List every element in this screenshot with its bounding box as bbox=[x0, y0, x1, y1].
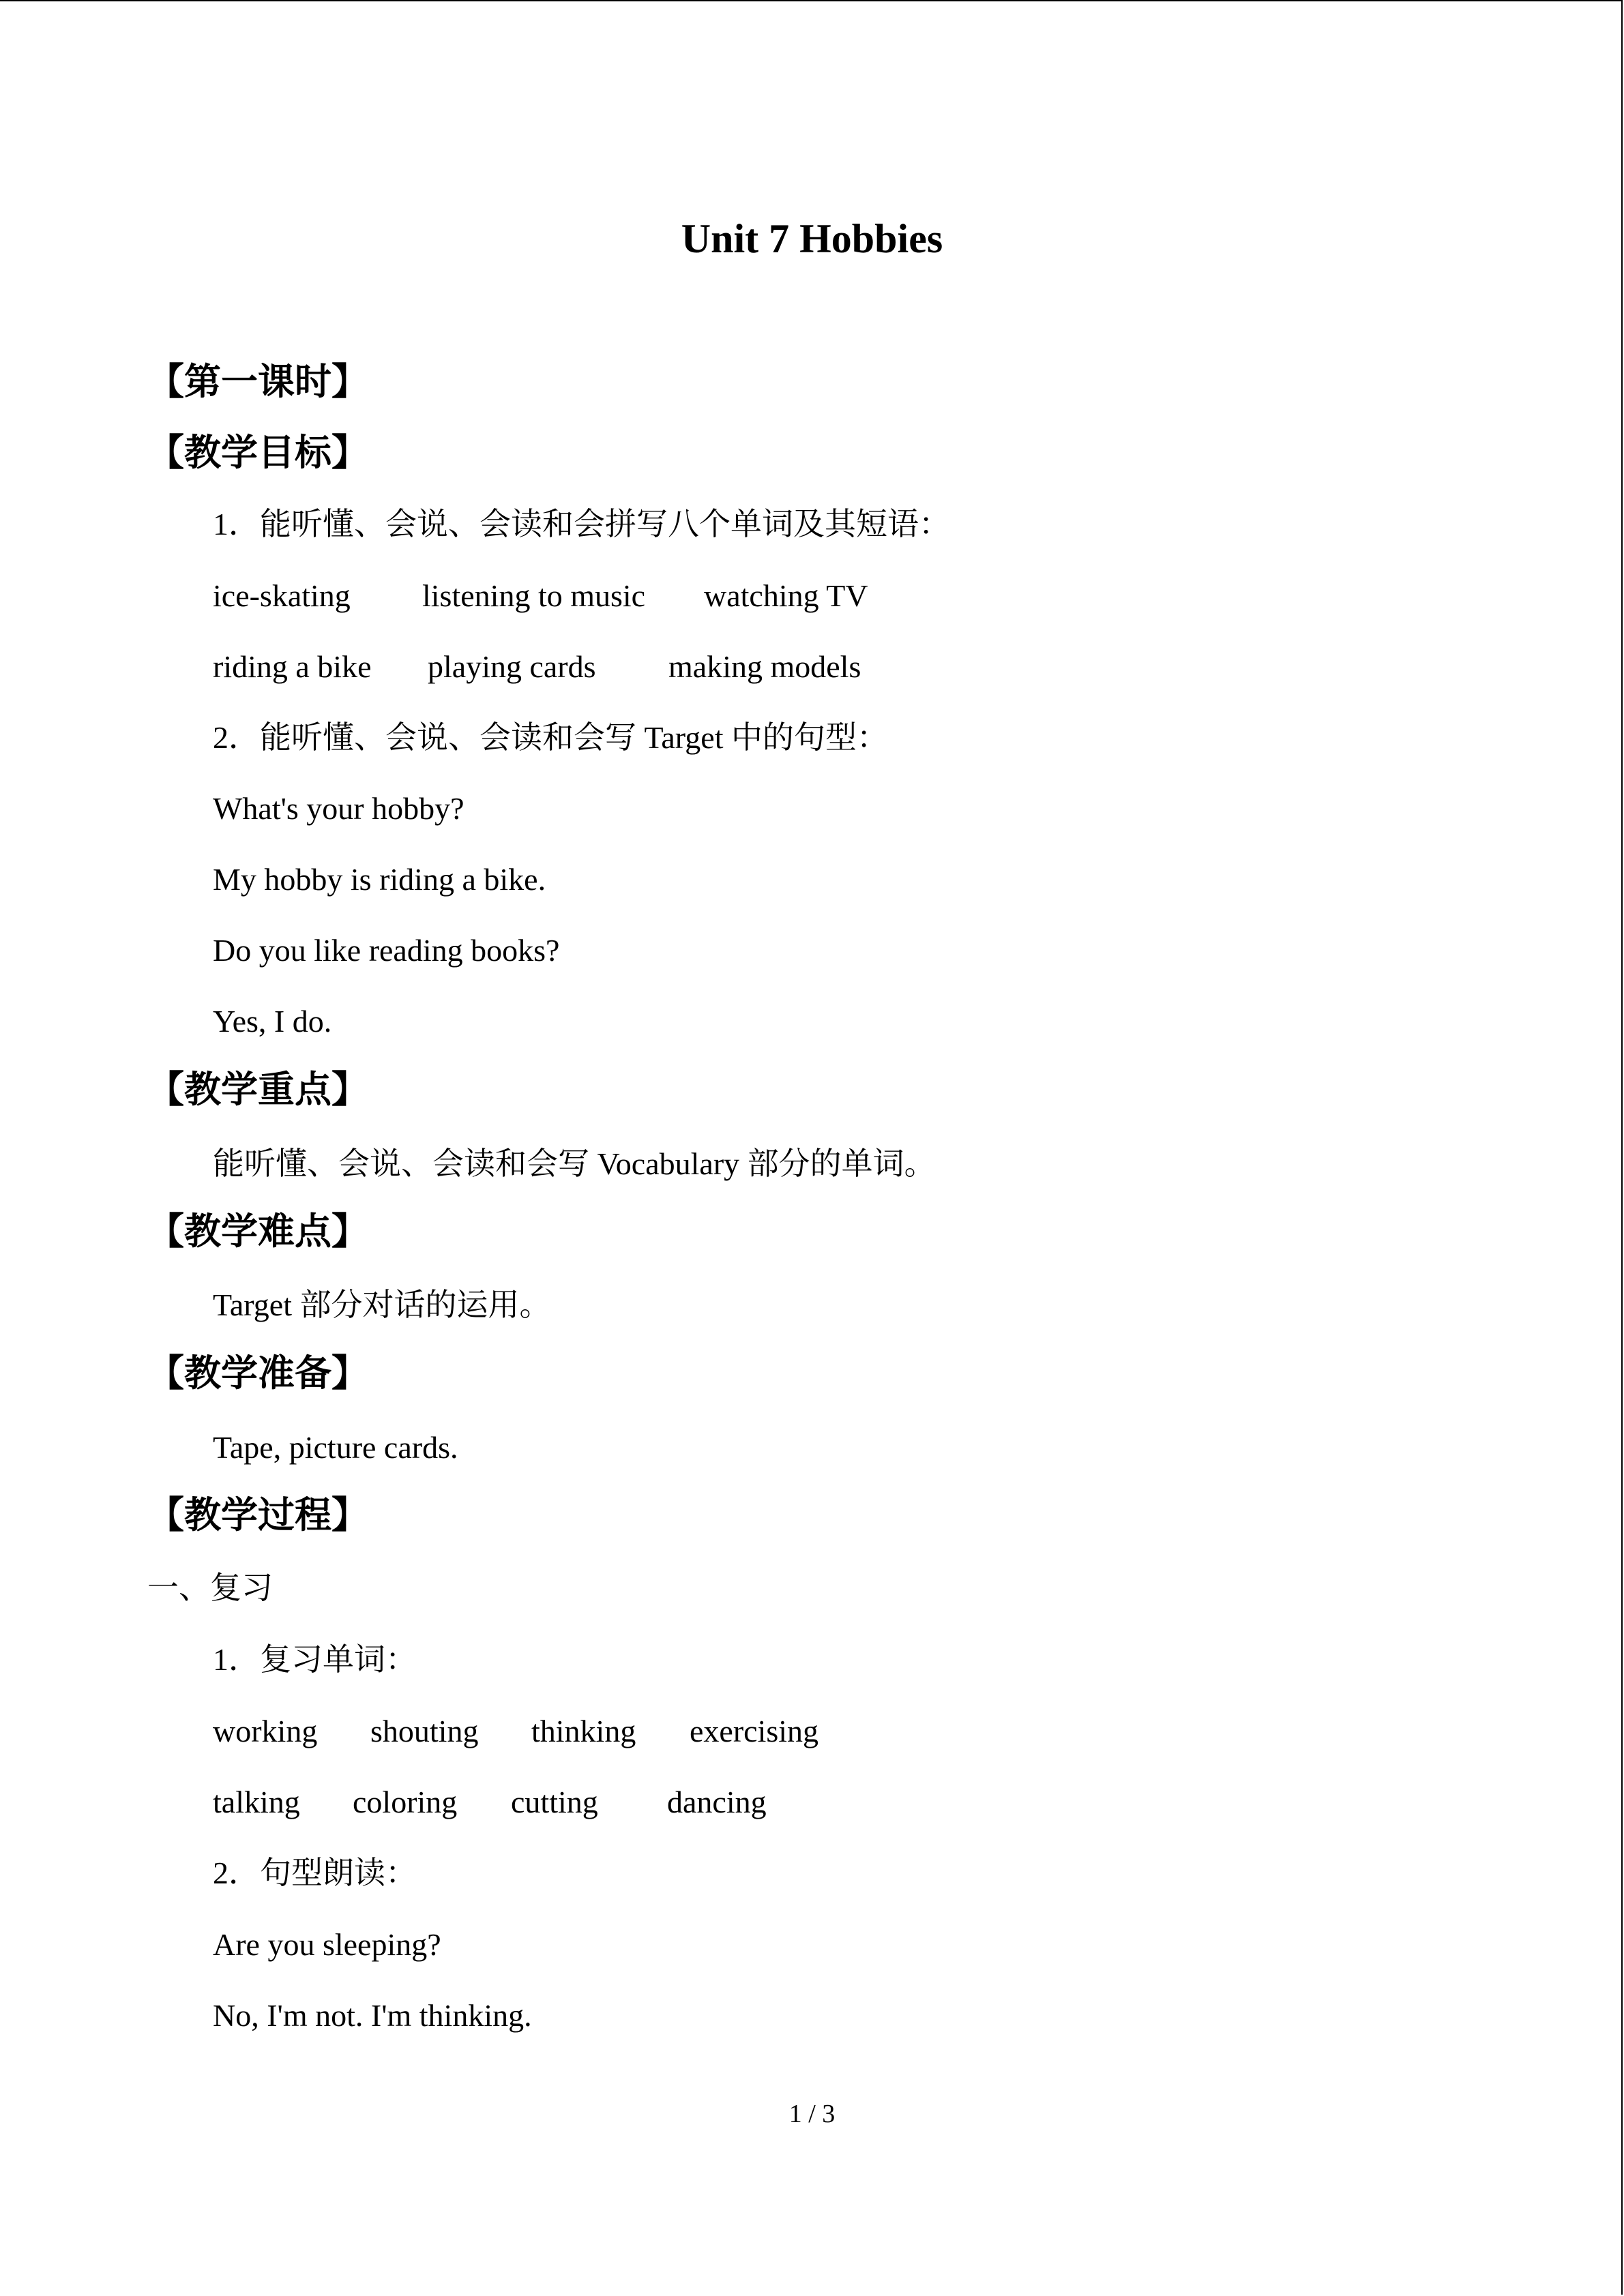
key-points-text: 能听懂、会说、会读和会写 Vocabulary 部分的单词。 bbox=[213, 1146, 936, 1181]
heading-preparation: 【教学准备】 bbox=[147, 1352, 368, 1395]
vocab-word: making models bbox=[668, 649, 861, 684]
target-sentence: What's your hobby? bbox=[213, 791, 464, 826]
target-sentence: Do you like reading books? bbox=[213, 933, 560, 968]
heading-objectives: 【教学目标】 bbox=[147, 431, 368, 474]
review-item-2: 2．句型朗读： bbox=[213, 1855, 417, 1890]
review-row-1 bbox=[213, 1710, 818, 1753]
heading-process: 【教学过程】 bbox=[147, 1493, 368, 1536]
review-word: working bbox=[213, 1714, 318, 1748]
heading-difficulties: 【教学难点】 bbox=[147, 1210, 368, 1253]
objective-item-2: 2．能听懂、会说、会读和会写 Target 中的句型： bbox=[213, 720, 888, 755]
review-word: thinking bbox=[531, 1714, 636, 1748]
vocab-row-1 bbox=[213, 574, 868, 618]
review-word: cutting bbox=[511, 1785, 598, 1819]
difficulties-text: Target 部分对话的运用。 bbox=[213, 1287, 551, 1322]
preparation-text: Tape, picture cards. bbox=[213, 1430, 458, 1465]
page-title: Unit 7 Hobbies bbox=[681, 216, 943, 261]
vocab-word: riding a bike bbox=[213, 649, 372, 684]
review-sentence: No, I'm not. I'm thinking. bbox=[213, 1998, 532, 2033]
page-number: 1 / 3 bbox=[788, 2100, 836, 2128]
target-sentence: My hobby is riding a bike. bbox=[213, 862, 546, 897]
heading-lesson: 【第一课时】 bbox=[147, 360, 368, 403]
review-word: talking bbox=[213, 1785, 300, 1819]
objective-item-1: 1．能听懂、会说、会读和会拼写八个单词及其短语： bbox=[213, 507, 950, 541]
target-sentence: Yes, I do. bbox=[213, 1004, 332, 1039]
vocab-word: watching TV bbox=[704, 578, 868, 613]
process-step-1: 一、复习 bbox=[147, 1570, 273, 1605]
review-word: dancing bbox=[667, 1785, 767, 1819]
review-row-2 bbox=[213, 1780, 767, 1824]
review-word: shouting bbox=[370, 1714, 479, 1748]
review-word: exercising bbox=[690, 1714, 819, 1748]
vocab-word: playing cards bbox=[428, 649, 596, 684]
heading-key-points: 【教学重点】 bbox=[147, 1068, 368, 1111]
review-sentence: Are you sleeping? bbox=[213, 1927, 441, 1962]
vocab-row-2 bbox=[213, 645, 861, 689]
vocab-word: listening to music bbox=[422, 578, 646, 613]
vocab-word: ice-skating bbox=[213, 578, 351, 613]
review-item-1: 1．复习单词： bbox=[213, 1642, 417, 1677]
review-word: coloring bbox=[353, 1785, 458, 1819]
